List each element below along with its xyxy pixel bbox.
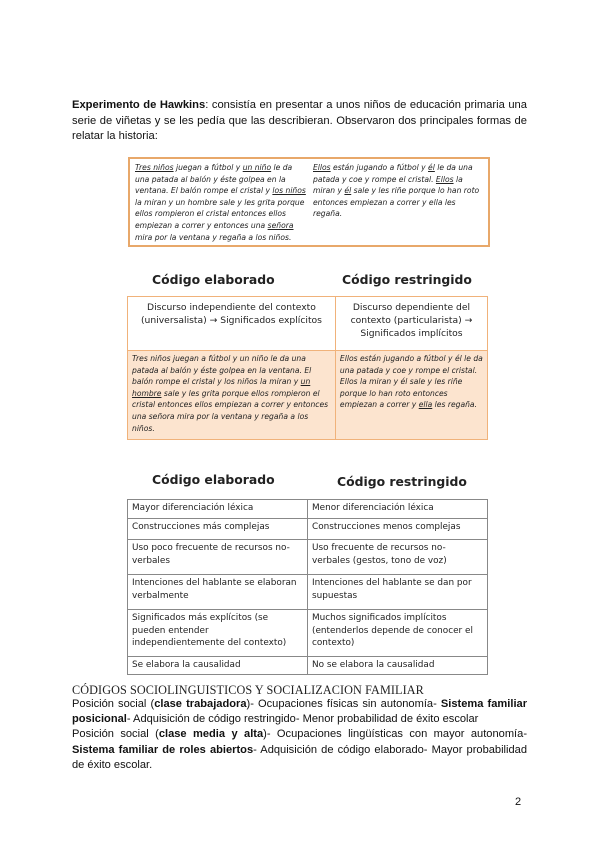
table-cell: Uso frecuente de recursos no-verbales (gestos, tono de voz) — [308, 540, 488, 575]
underlined-word: ella — [418, 400, 433, 410]
example-box — [128, 157, 490, 247]
table1-header-restricted: Código restringido — [342, 272, 472, 287]
section-body — [72, 697, 527, 773]
table-cell: Menor diferenciación léxica — [308, 500, 488, 519]
intro-paragraph — [72, 98, 527, 145]
table-cell: Se elabora la causalidad — [128, 657, 308, 675]
comparison-table-2 — [127, 499, 488, 675]
table-cell: Intenciones del hablante se elaboran verbalmente — [128, 575, 308, 610]
experiment-title: Experimento de Hawkins — [72, 99, 206, 111]
example-text: les regaña. — [432, 400, 477, 410]
example-text: sale y les grita porque ellos rompieron el cristal entonces ellos empiezan a correr y entonces una señora mira por la ventana y regaña a los niños. — [132, 388, 329, 433]
table-cell: Discurso independiente del contexto (universalista) → Significados explícitos — [128, 297, 336, 351]
underlined-word: Tres niños — [135, 163, 174, 172]
underlined-word: él — [344, 186, 352, 196]
comparison-table-1 — [127, 296, 488, 440]
table-row — [128, 297, 488, 351]
table-row — [128, 500, 488, 519]
body-text: )- Ocupaciones lingüísticas con mayor autonomía- — [263, 728, 528, 741]
table-cell: Discurso dependiente del contexto (particularista) → Significados implícitos — [335, 297, 487, 351]
example-text: sale y les riñe porque lo han roto entonces empiezan a correr y ella les regaña. — [313, 186, 480, 219]
example-text: Ellos están jugando a fútbol y él le da una patada y coe y rompe el cristal. Ellos la miran y él sale y les riñe porque lo han roto entonces empiezan a correr y — [339, 354, 483, 410]
example-text: le da una patada y coe y rompe el cristal. — [313, 163, 473, 184]
example-text: están jugando a fútbol y — [330, 163, 429, 172]
underlined-word: un niño — [242, 163, 272, 172]
body-text: - Adquisición de código elaborado- Mayor probabilidad de éxito escolar. — [72, 743, 527, 771]
table2-header-elaborated: Código elaborado — [152, 472, 275, 487]
underlined-word: Ellos — [435, 174, 454, 184]
table-cell: Mayor diferenciación léxica — [128, 500, 308, 519]
underlined-word: él — [428, 163, 435, 172]
table-cell: Construcciones más complejas — [128, 519, 308, 540]
underlined-word: Ellos — [313, 163, 331, 172]
bold-term: clase trabajadora — [154, 698, 247, 710]
table-cell: Intenciones del hablante se dan por supuestas — [308, 575, 488, 610]
elaborated-example — [135, 162, 307, 243]
table-cell — [128, 351, 336, 440]
bold-term: Sistema familiar de roles abiertos — [72, 743, 254, 756]
table-cell: Uso poco frecuente de recursos no-verbales — [128, 540, 308, 575]
example-text: la miran y un hombre sale y les grita porque ellos rompieron el cristal entonces ellos empiezan a correr y entonces una — [135, 197, 305, 230]
table-row — [128, 657, 488, 675]
table-row — [128, 519, 488, 540]
page-number: 2 — [515, 796, 522, 808]
table-row — [128, 540, 488, 575]
table-cell: Significados más explícitos (se pueden entender independientemente del contexto) — [128, 610, 308, 657]
intro-text: : consistía en presentar a unos niños de educación primaria una serie de viñetas y se les pedía que las describieran. Observaron dos principales formas de relatar la historia: — [72, 99, 528, 143]
table-cell — [335, 351, 487, 440]
example-text: mira por la ventana y regaña a los niños. — [135, 232, 292, 242]
example-text: le da una patada al balón y éste golpea en la ventana. El balón rompe el cristal y — [135, 163, 293, 196]
table2-header-restricted: Código restringido — [337, 474, 467, 489]
restricted-example — [313, 162, 483, 220]
bold-term: Sistema familiar posicional — [72, 698, 528, 726]
underlined-word: señora — [267, 220, 294, 230]
table-cell: Construcciones menos complejas — [308, 519, 488, 540]
section-title: CÓDIGOS SOCIOLINGUISTICOS Y SOCIALIZACION FAMILIAR — [72, 683, 424, 697]
example-text: la miran y — [313, 174, 463, 196]
body-text: Posición social ( — [72, 728, 159, 741]
table-row — [128, 351, 488, 440]
table-row — [128, 610, 488, 657]
table-cell: No se elabora la causalidad — [308, 657, 488, 675]
underlined-word: los niños — [272, 186, 306, 196]
table-row — [128, 575, 488, 610]
bold-term: clase media y alta — [158, 728, 264, 741]
body-text: )- Ocupaciones físicas sin autonomía- — [246, 698, 441, 710]
body-text: Posición social ( — [72, 698, 155, 710]
table-cell: Muchos significados implícitos (entenderlos depende de conocer el contexto) — [308, 610, 488, 657]
example-text: Tres niños juegan a fútbol y un niño le da una patada al balón y éste golpea en la ventana. El balón rompe el cristal y los niños la miran y — [132, 354, 312, 387]
table1-header-elaborated: Código elaborado — [152, 272, 275, 287]
underlined-word: un hombre — [132, 377, 311, 398]
body-text: - Adquisición de código restringido- Menor probabilidad de éxito escolar — [126, 713, 479, 726]
example-text: juegan a fútbol y — [173, 163, 243, 172]
